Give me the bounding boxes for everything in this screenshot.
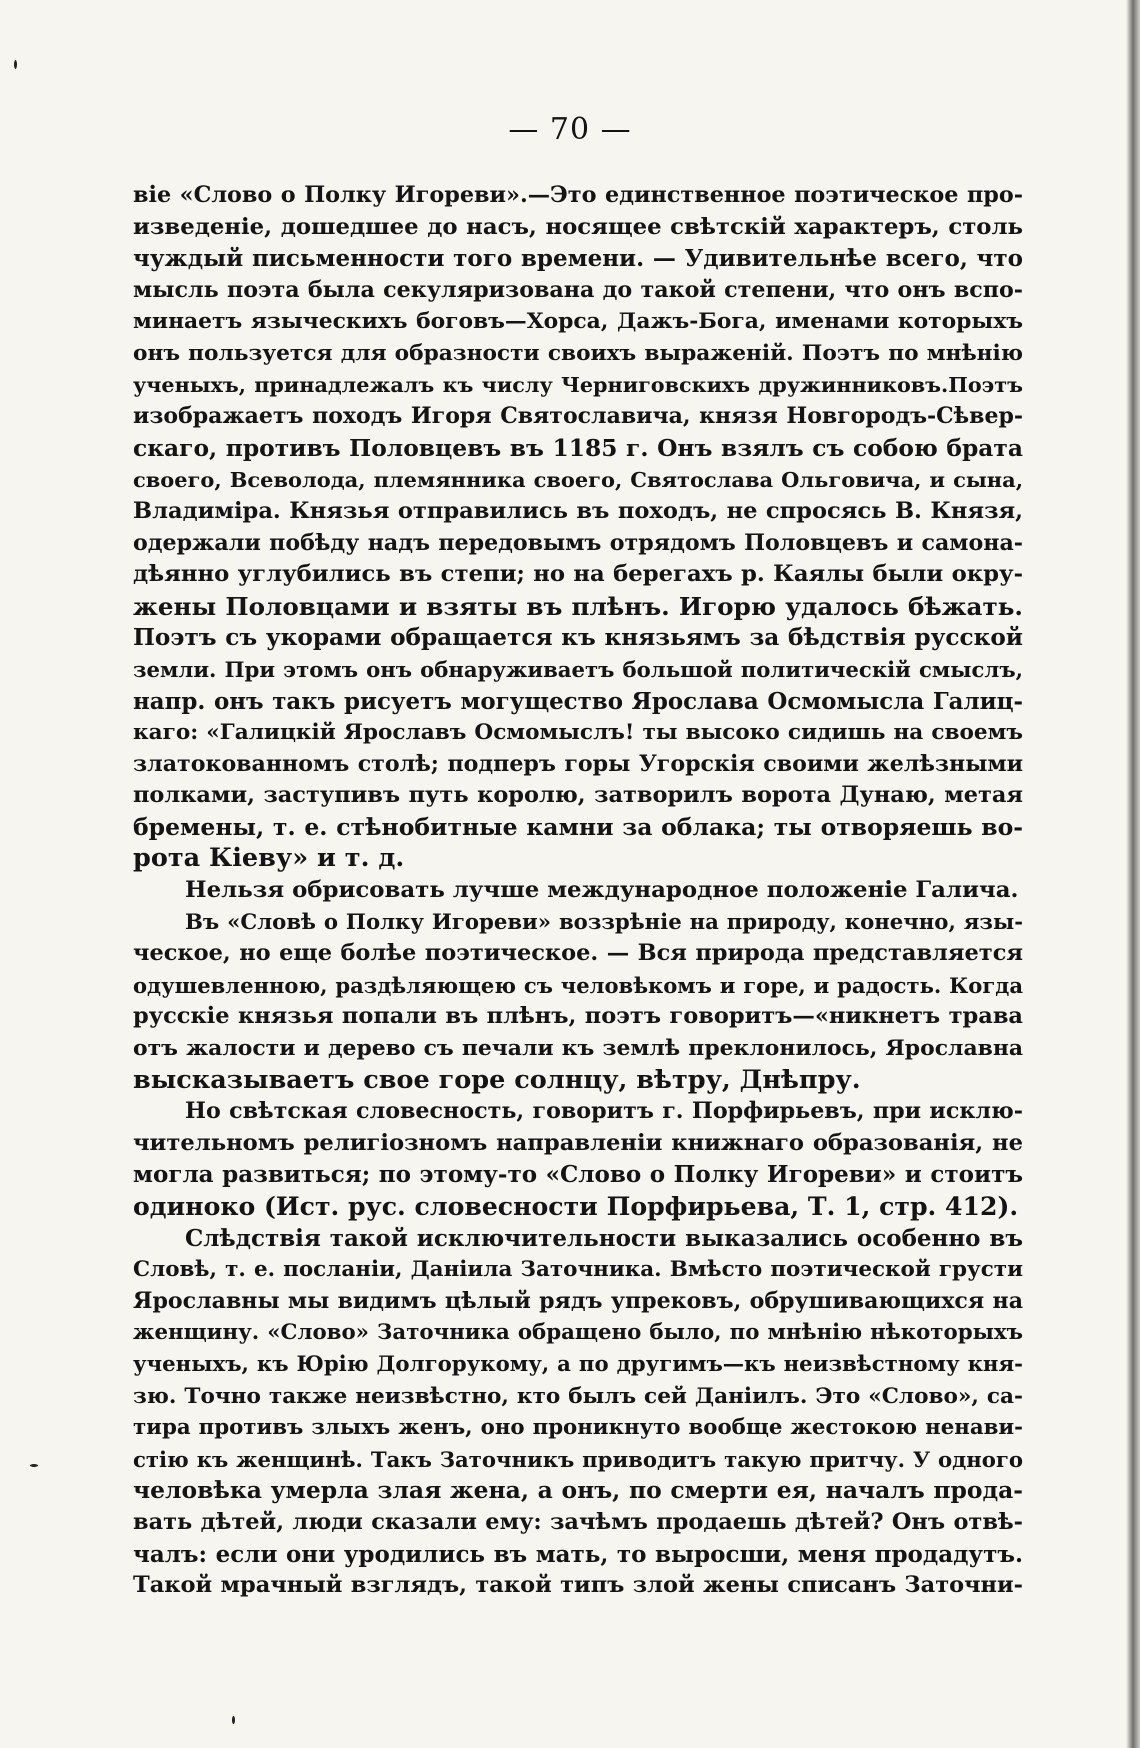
text-line: ческое, но еще болѣе поэтическое. — Вся природа представляется	[133, 940, 1023, 967]
text-line: изведеніе, дошедшее до насъ, носящее свѣтскій характеръ, столь	[133, 213, 1023, 240]
paragraph-start-line: Нельзя обрисовать лучше международное положеніе Галича.	[185, 877, 1019, 904]
text-line: изображаетъ походъ Игоря Святославича, князя Новгородъ-Сѣвер-	[133, 403, 1023, 430]
paragraph-end-line: высказываетъ свое горе солнцу, вѣтру, Днѣпру.	[133, 1064, 861, 1095]
text-line: чуждый письменности того времени. — Удивительнѣе всего, что	[133, 245, 1023, 273]
paragraph-start-line: Въ «Словѣ о Полку Игореви» воззрѣніе на природу, конечно, язы-	[185, 909, 1023, 935]
text-line: полками, заступивъ путь королю, затворилъ ворота Дунаю, метая	[133, 782, 1023, 809]
text-line: Словѣ, т. е. посланіи, Даніила Заточника. Вмѣсто поэтической грусти	[133, 1257, 1023, 1283]
text-line: ученыхъ, принадлежалъ къ числу Черниговскихъ дружинниковъ.Поэтъ	[133, 372, 1023, 397]
text-line: златокованномъ столѣ; подперъ горы Угорскія своими желѣзными	[133, 750, 1023, 777]
text-line: жены Половцами и взяты въ плѣнъ. Игорю удалось бѣжать.	[133, 591, 1023, 621]
text-line: Поэтъ съ укорами обращается къ князьямъ за бѣдствія русской	[133, 624, 1023, 652]
scan-edge-shadow	[1126, 0, 1140, 1748]
text-line: скаго, противъ Половцевъ въ 1185 г. Онъ взялъ съ собою брата	[133, 433, 1023, 462]
text-line: одушевленною, раздѣляющею съ человѣкомъ и горе, и радость. Когда	[133, 972, 1023, 998]
text-line: чалъ: если они уродились въ мать, то выросши, меня продадутъ.	[133, 1540, 1023, 1568]
paragraph-end-line: рота Кіеву» и т. д.	[133, 843, 405, 874]
text-line: женщину. «Слово» Заточника обращено было, по мнѣнію нѣкоторыхъ	[133, 1320, 1023, 1346]
text-line: чительномъ религіозномъ направленіи книжнаго образованія, не	[133, 1129, 1023, 1156]
text-line: зю. Точно также неизвѣстно, кто былъ сей Даніилъ. Это «Слово», са-	[133, 1383, 1023, 1409]
scan-speck	[30, 1464, 38, 1467]
text-line: вать дѣтей, люди сказали ему: зачѣмъ продаешь дѣтей? Онъ отвѣ-	[133, 1508, 1023, 1535]
text-line: Такой мрачный взглядъ, такой типъ злой жены списанъ Заточни-	[133, 1572, 1023, 1599]
text-line: одержали побѣду надъ передовымъ отрядомъ Половцевъ и самона-	[133, 529, 1023, 556]
text-line: русскіе князья попали въ плѣнъ, поэтъ говоритъ—«никнетъ трава	[133, 1003, 1023, 1030]
scan-speck	[232, 1716, 235, 1724]
text-line: отъ жалости и дерево съ печали къ землѣ преклонилось, Ярославна	[133, 1035, 1023, 1062]
page-number: — 70 —	[508, 112, 632, 147]
text-line: земли. При этомъ онъ обнаруживаетъ большой политическій смыслъ,	[133, 656, 1023, 682]
text-line: стію къ женщинѣ. Такъ Заточникъ приводитъ такую притчу. У одного	[133, 1446, 1023, 1472]
text-line: віе «Слово о Полку Игореви».—Это единственное поэтическое про-	[133, 182, 1023, 208]
paragraph-end-line: одиноко (Ист. рус. словесности Порфирьева, Т. 1, стр. 412).	[133, 1191, 1019, 1221]
text-line: ученыхъ, къ Юрію Долгорукому, а по другимъ—къ неизвѣстному кня-	[133, 1351, 1023, 1377]
text-line: мысль поэта была секуляризована до такой степени, что онъ вспо-	[133, 276, 1023, 303]
paragraph-start-line: Но свѣтская словесность, говоритъ г. Порфирьевъ, при исклю-	[185, 1098, 1023, 1125]
text-line: Владиміра. Князья отправились въ походъ, не спросясь В. Князя,	[133, 497, 1023, 524]
scan-speck	[14, 60, 17, 69]
text-line: Ярославны мы видимъ цѣлый рядъ упрековъ, обрушивающихся на	[133, 1287, 1023, 1314]
text-line: могла развиться; по этому-то «Слово о Полку Игореви» и стоитъ	[133, 1161, 1023, 1189]
body-text	[133, 180, 1023, 1602]
text-line: минаетъ языческихъ боговъ—Хорса, Дажъ-Бога, именами которыхъ	[133, 309, 1023, 335]
text-line: онъ пользуется для образности своихъ выраженій. Поэтъ по мнѣнію	[133, 340, 1023, 366]
text-line: человѣка умерла злая жена, а онъ, по смерти ея, началъ прода-	[133, 1476, 1023, 1505]
text-line: каго: «Галицкій Ярославъ Осмомыслъ! ты высоко сидишь на своемъ	[133, 720, 1023, 746]
paragraph-start-line: Слѣдствія такой исключительности выказались особенно въ	[185, 1224, 1023, 1252]
text-line: бремены, т. е. стѣнобитные камни за облака; ты отворяешь во-	[133, 812, 1023, 841]
text-line: дѣянно углубились въ степи; но на берегахъ р. Каялы были окру-	[133, 561, 1023, 588]
text-line: своего, Всеволода, племянника своего, Святослава Ольговича, и сына,	[133, 467, 1023, 493]
text-line: напр. онъ такъ рисуетъ могущество Ярослава Осмомысла Галиц-	[133, 687, 1023, 715]
text-line: тира противъ злыхъ женъ, оно проникнуто вообще жестокою ненави-	[133, 1415, 1023, 1441]
